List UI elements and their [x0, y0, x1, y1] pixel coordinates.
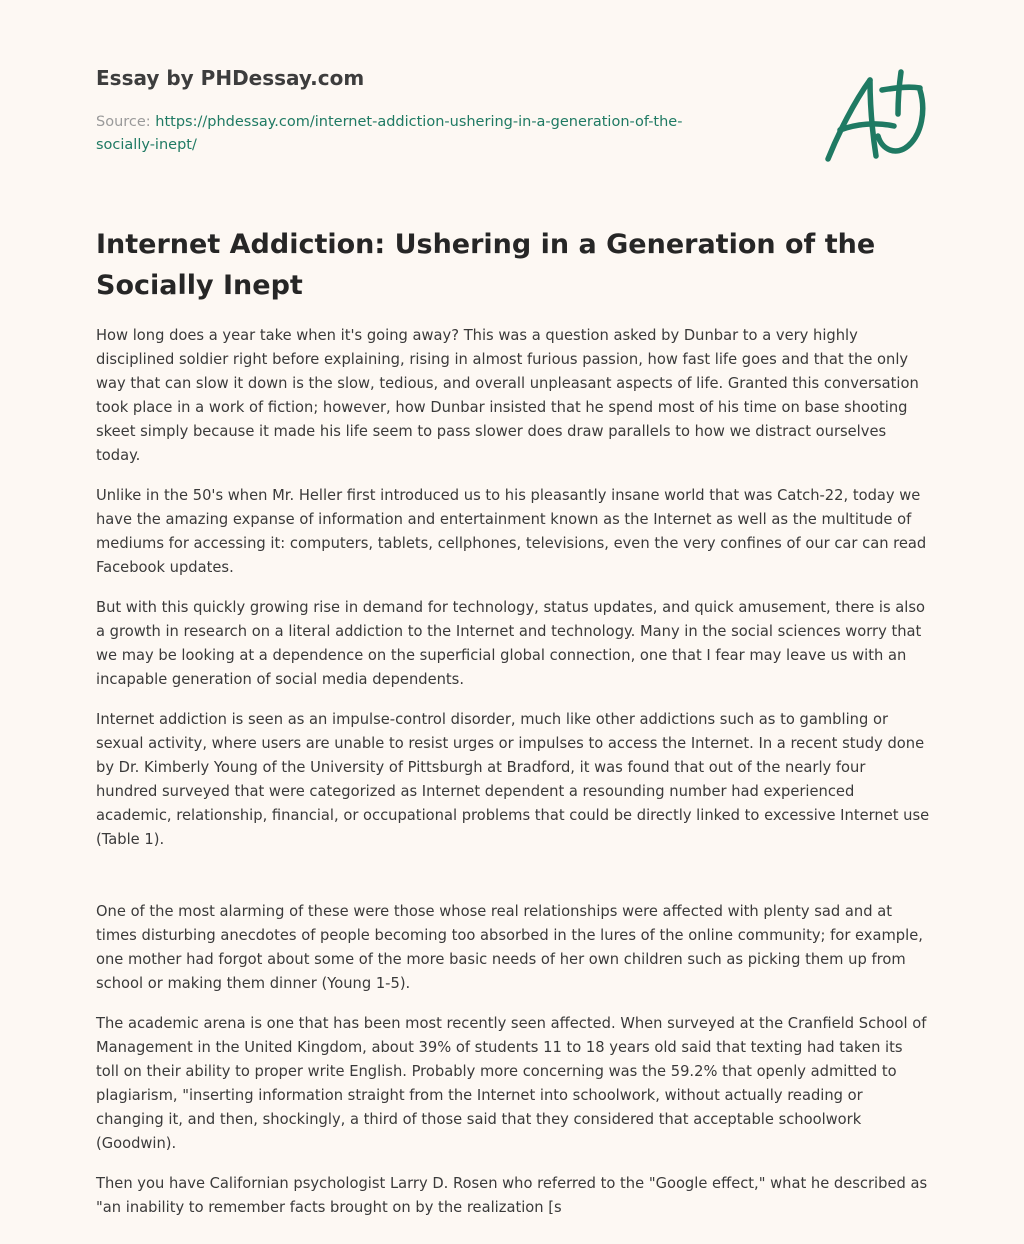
essay-paragraph: How long does a year take when it's going away? This was a question asked by Dunbar to a very highly disciplined soldier right before explaining, rising in almost furious passion, how fast life goes and that the only way that can slow it down is the slow, tedious, and overall unpleasant aspects of life. Granted this conversation took place in a work of fiction; however, how Dunbar insisted that he spend most of his time on base shooting skeet simply because it made his life seem to pass slower does draw parallels to how we distract ourselves today.	[96, 327, 919, 464]
source-link[interactable]: https://phdessay.com/internet-addiction-ushering-in-a-generation-of-the-socially-inept/	[96, 114, 683, 153]
essay-paragraph: Unlike in the 50's when Mr. Heller first introduced us to his pleasantly insane world that was Catch-22, today we have the amazing expanse of information and entertainment known as the Internet as well as the multitude of mediums for accessing it: computers, tablets, cellphones, televisions, even the very confines of our car can read Facebook updates.	[96, 487, 927, 576]
site-brand: Essay by PHDessay.com	[96, 66, 365, 90]
essay-paragraph: Internet addiction is seen as an impulse-control disorder, much like other addictions such as to gambling or sexual activity, where users are unable to resist urges or impulses to access the Internet. In a recent study done by Dr. Kimberly Young of the University of Pittsburgh at Bradford, it was found that out of the nearly four hundred surveyed that were categorized as Internet dependent a resounding number had experienced academic, relationship, financial, or occupational problems that could be directly linked to excessive Internet use (Table 1).	[96, 711, 930, 848]
essay-paragraph: One of the most alarming of these were those whose real relationships were affected with plenty sad and at times disturbing anecdotes of people becoming too absorbed in the lures of the online community; for example, one mother had forgot about some of the more basic needs of her own children such as picking them up from school or making them dinner (Young 1-5).	[96, 903, 923, 992]
essay-paragraph: Then you have Californian psychologist Larry D. Rosen who referred to the "Google effect," what he described as "an inability to remember facts brought on by the realization [s	[96, 1175, 928, 1216]
source-line	[96, 111, 736, 157]
source-label: Source:	[96, 114, 156, 130]
a-plus-logo-icon	[820, 64, 930, 168]
essay-paragraph: The academic arena is one that has been most recently seen affected. When surveyed at the Cranfield School of Management in the United Kingdom, about 39% of students 11 to 18 years old said that texting had taken its toll on their ability to proper write English. Probably more concerning was the 59.2% that openly admitted to plagiarism, "inserting information straight from the Internet into schoolwork, without actually reading or changing it, and then, shockingly, a third of those said that they considered that acceptable schoolwork (Goodwin).	[96, 1015, 927, 1152]
essay-paragraph: But with this quickly growing rise in demand for technology, status updates, and quick amusement, there is also a growth in research on a literal addiction to the Internet and technology. Many in the social sciences worry that we may be looking at a dependence on the superficial global connection, one that I fear may leave us with an incapable generation of social media dependents.	[96, 599, 926, 688]
essay-body	[96, 324, 930, 1236]
essay-title: Internet Addiction: Ushering in a Generation of the Socially Inept	[96, 229, 876, 301]
